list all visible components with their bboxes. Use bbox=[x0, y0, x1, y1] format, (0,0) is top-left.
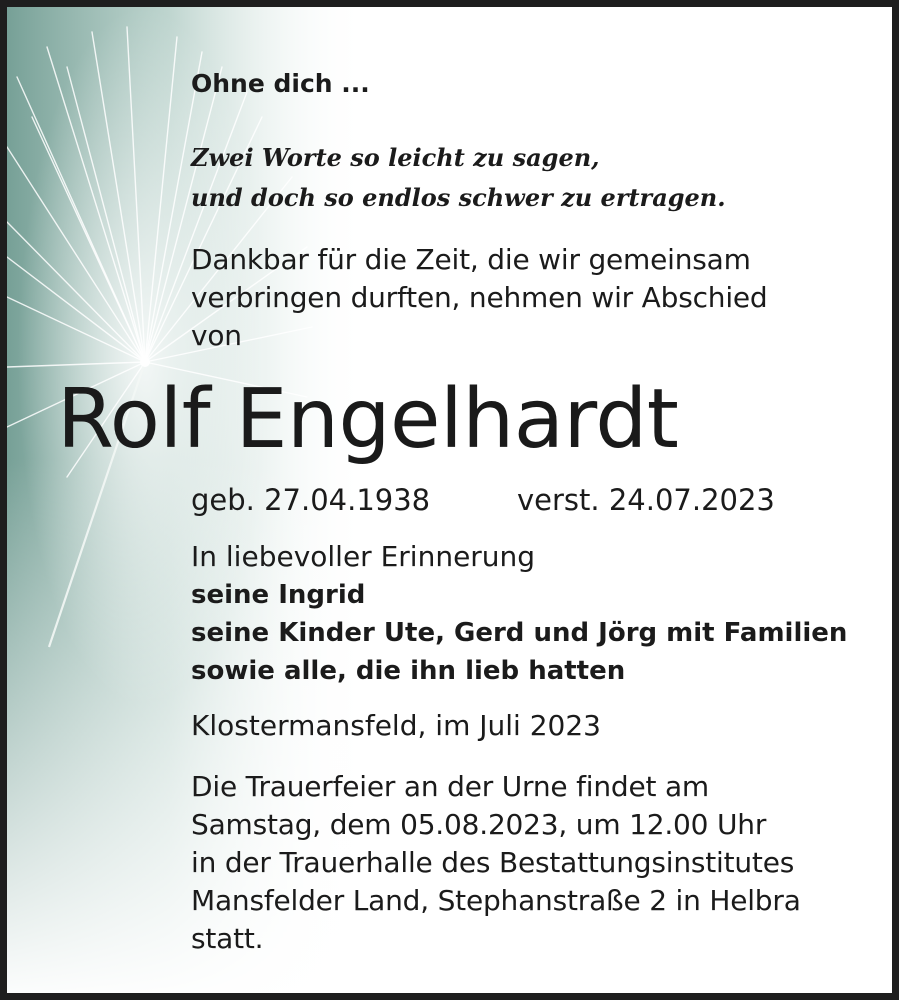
heading: Ohne dich ... bbox=[191, 69, 370, 98]
funeral-line-2: Samstag, dem 05.08.2023, um 12.00 Uhr bbox=[191, 808, 767, 841]
funeral-line-3: in der Trauerhalle des Bestattungsinstitutes bbox=[191, 846, 795, 879]
place-and-date: Klostermansfeld, im Juli 2023 bbox=[191, 709, 601, 742]
mourner-line-1: seine Ingrid bbox=[191, 580, 366, 610]
funeral-line-1: Die Trauerfeier an der Urne findet am bbox=[191, 770, 710, 803]
intro-line-3: von bbox=[191, 319, 242, 352]
birth-date: geb. 27.04.1938 bbox=[191, 483, 431, 517]
memorial-intro: In liebevoller Erinnerung bbox=[191, 540, 536, 573]
funeral-line-4: Mansfelder Land, Stephanstraße 2 in Helbra bbox=[191, 884, 801, 917]
funeral-line-5: statt. bbox=[191, 922, 264, 955]
quote-line-2: und doch so endlos schwer zu ertragen. bbox=[191, 183, 726, 212]
death-date: verst. 24.07.2023 bbox=[517, 483, 775, 517]
deceased-name: Rolf Engelhardt bbox=[57, 372, 679, 467]
mourner-line-3: sowie alle, die ihn lieb hatten bbox=[191, 656, 626, 686]
intro-line-2: verbringen durften, nehmen wir Abschied bbox=[191, 281, 768, 314]
quote-line-1: Zwei Worte so leicht zu sagen, bbox=[191, 143, 600, 172]
intro-line-1: Dankbar für die Zeit, die wir gemeinsam bbox=[191, 243, 751, 276]
mourner-line-2: seine Kinder Ute, Gerd und Jörg mit Familien bbox=[191, 618, 848, 648]
